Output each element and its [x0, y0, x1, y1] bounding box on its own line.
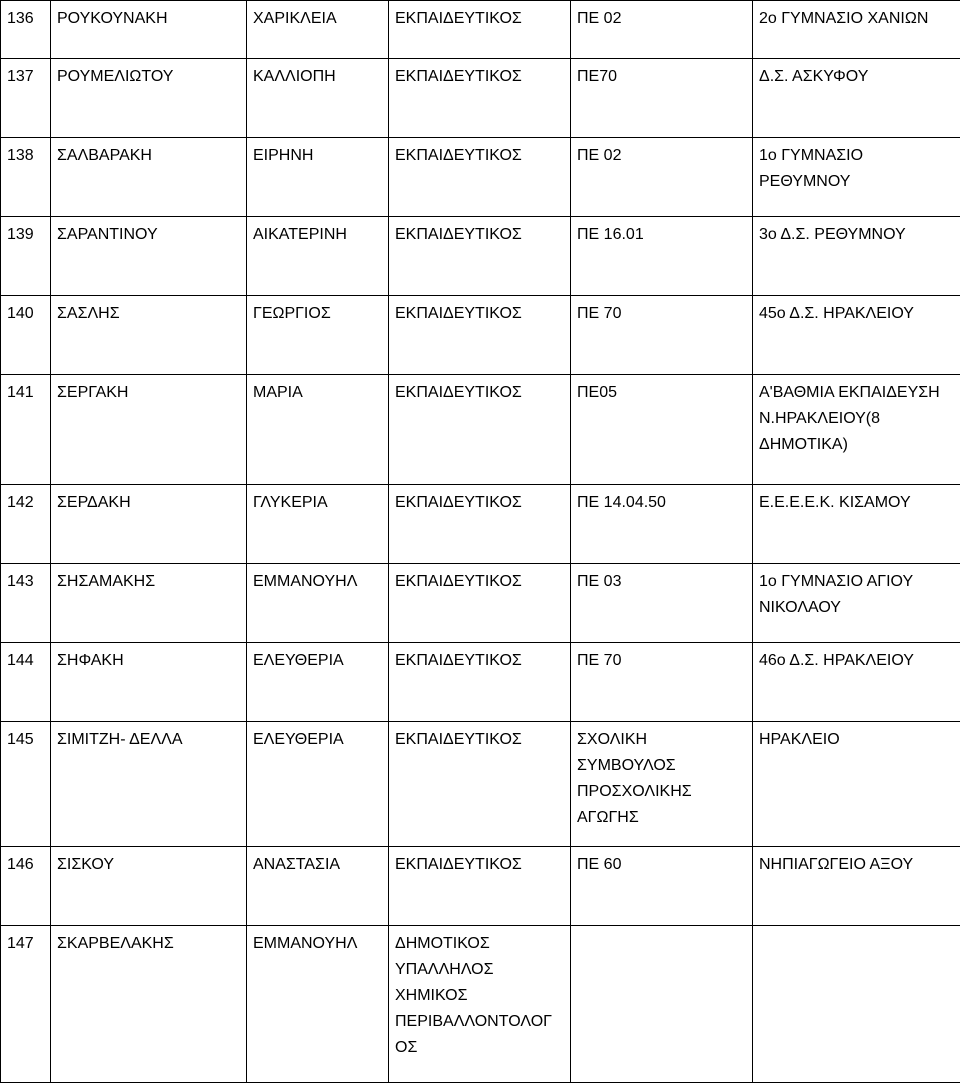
table-row — [1, 926, 960, 1083]
firstname-cell: ΑΙΚΑΤΕΡΙΝΗ — [247, 217, 389, 296]
category-cell: ΕΚΠΑΙΔΕΥΤΙΚΟΣ — [389, 296, 571, 375]
firstname-cell: ΕΙΡΗΝΗ — [247, 138, 389, 217]
row-number: 136 — [1, 1, 51, 59]
firstname-cell: ΕΛΕΥΘΕΡΙΑ — [247, 643, 389, 722]
category-cell: ΕΚΠΑΙΔΕΥΤΙΚΟΣ — [389, 564, 571, 643]
school-cell: 46ο Δ.Σ. ΗΡΑΚΛΕΙΟΥ — [753, 643, 960, 722]
table-row — [1, 722, 960, 847]
surname-cell: ΣΗΦΑΚΗ — [51, 643, 247, 722]
category-cell: ΕΚΠΑΙΔΕΥΤΙΚΟΣ — [389, 375, 571, 485]
row-number: 144 — [1, 643, 51, 722]
category-cell: ΕΚΠΑΙΔΕΥΤΙΚΟΣ — [389, 1, 571, 59]
surname-cell: ΣΕΡΓΑΚΗ — [51, 375, 247, 485]
school-cell: 1ο ΓΥΜΝΑΣΙΟ ΑΓΙΟΥ ΝΙΚΟΛΑΟΥ — [753, 564, 960, 643]
specialty-cell: ΠΕ 03 — [571, 564, 753, 643]
row-number: 138 — [1, 138, 51, 217]
table-row — [1, 138, 960, 217]
school-cell: 3ο Δ.Σ. ΡΕΘΥΜΝΟΥ — [753, 217, 960, 296]
specialty-cell: ΠΕ 16.01 — [571, 217, 753, 296]
surname-cell: ΡΟΥΚΟΥΝΑΚΗ — [51, 1, 247, 59]
specialty-cell: ΠΕ 70 — [571, 643, 753, 722]
specialty-cell: ΠΕ05 — [571, 375, 753, 485]
row-number: 140 — [1, 296, 51, 375]
category-cell: ΕΚΠΑΙΔΕΥΤΙΚΟΣ — [389, 643, 571, 722]
table-row — [1, 375, 960, 485]
surname-cell: ΣΑΣΛΗΣ — [51, 296, 247, 375]
school-cell: Ε.Ε.Ε.Ε.Κ. ΚΙΣΑΜΟΥ — [753, 485, 960, 564]
firstname-cell: ΧΑΡΙΚΛΕΙΑ — [247, 1, 389, 59]
firstname-cell: ΑΝΑΣΤΑΣΙΑ — [247, 847, 389, 926]
table-row — [1, 296, 960, 375]
table-row — [1, 564, 960, 643]
surname-cell: ΣΑΡΑΝΤΙΝΟΥ — [51, 217, 247, 296]
table-row — [1, 485, 960, 564]
row-number: 145 — [1, 722, 51, 847]
table-row — [1, 643, 960, 722]
firstname-cell: ΜΑΡΙΑ — [247, 375, 389, 485]
row-number: 146 — [1, 847, 51, 926]
category-cell: ΔΗΜΟΤΙΚΟΣ ΥΠΑΛΛΗΛΟΣ ΧΗΜΙΚΟΣ ΠΕΡΙΒΑΛΛΟΝΤΟΛΟΓΟΣ — [389, 926, 571, 1083]
firstname-cell: ΕΛΕΥΘΕΡΙΑ — [247, 722, 389, 847]
surname-cell: ΣΙΜΙΤΖΗ- ΔΕΛΛΑ — [51, 722, 247, 847]
school-cell: ΗΡΑΚΛΕΙΟ — [753, 722, 960, 847]
row-number: 142 — [1, 485, 51, 564]
specialty-cell — [571, 926, 753, 1083]
row-number: 139 — [1, 217, 51, 296]
table-row — [1, 1, 960, 59]
table-row — [1, 59, 960, 138]
category-cell: ΕΚΠΑΙΔΕΥΤΙΚΟΣ — [389, 485, 571, 564]
category-cell: ΕΚΠΑΙΔΕΥΤΙΚΟΣ — [389, 59, 571, 138]
surname-cell: ΣΙΣΚΟΥ — [51, 847, 247, 926]
school-cell: Α'ΒΑΘΜΙΑ ΕΚΠΑΙΔΕΥΣΗ Ν.ΗΡΑΚΛΕΙΟΥ(8 ΔΗΜΟΤΙΚΑ) — [753, 375, 960, 485]
school-cell: 45ο Δ.Σ. ΗΡΑΚΛΕΙΟΥ — [753, 296, 960, 375]
specialty-cell: ΠΕ 70 — [571, 296, 753, 375]
surname-cell: ΣΑΛΒΑΡΑΚΗ — [51, 138, 247, 217]
surname-cell: ΣΕΡΔΑΚΗ — [51, 485, 247, 564]
category-cell: ΕΚΠΑΙΔΕΥΤΙΚΟΣ — [389, 138, 571, 217]
surname-cell: ΣΗΣΑΜΑΚΗΣ — [51, 564, 247, 643]
specialty-cell: ΠΕ 14.04.50 — [571, 485, 753, 564]
category-cell: ΕΚΠΑΙΔΕΥΤΙΚΟΣ — [389, 217, 571, 296]
firstname-cell: ΓΕΩΡΓΙΟΣ — [247, 296, 389, 375]
specialty-cell: ΠΕ 02 — [571, 1, 753, 59]
row-number: 137 — [1, 59, 51, 138]
firstname-cell: ΕΜΜΑΝΟΥΗΛ — [247, 926, 389, 1083]
table-row — [1, 847, 960, 926]
firstname-cell: ΚΑΛΛΙΟΠΗ — [247, 59, 389, 138]
school-cell: 1ο ΓΥΜΝΑΣΙΟ ΡΕΘΥΜΝΟΥ — [753, 138, 960, 217]
specialty-cell: ΣΧΟΛΙΚΗ ΣΥΜΒΟΥΛΟΣ ΠΡΟΣΧΟΛΙΚΗΣ ΑΓΩΓΗΣ — [571, 722, 753, 847]
category-cell: ΕΚΠΑΙΔΕΥΤΙΚΟΣ — [389, 722, 571, 847]
school-cell: 2ο ΓΥΜΝΑΣΙΟ ΧΑΝΙΩΝ — [753, 1, 960, 59]
firstname-cell: ΕΜΜΑΝΟΥΗΛ — [247, 564, 389, 643]
table-row — [1, 217, 960, 296]
school-cell: ΝΗΠΙΑΓΩΓΕΙΟ ΑΞΟΥ — [753, 847, 960, 926]
surname-cell: ΡΟΥΜΕΛΙΩΤΟΥ — [51, 59, 247, 138]
school-cell — [753, 926, 960, 1083]
row-number: 141 — [1, 375, 51, 485]
specialty-cell: ΠΕ 02 — [571, 138, 753, 217]
surname-cell: ΣΚΑΡΒΕΛΑΚΗΣ — [51, 926, 247, 1083]
specialty-cell: ΠΕ70 — [571, 59, 753, 138]
firstname-cell: ΓΛΥΚΕΡΙΑ — [247, 485, 389, 564]
row-number: 143 — [1, 564, 51, 643]
row-number: 147 — [1, 926, 51, 1083]
category-cell: ΕΚΠΑΙΔΕΥΤΙΚΟΣ — [389, 847, 571, 926]
school-cell: Δ.Σ. ΑΣΚΥΦΟΥ — [753, 59, 960, 138]
specialty-cell: ΠΕ 60 — [571, 847, 753, 926]
